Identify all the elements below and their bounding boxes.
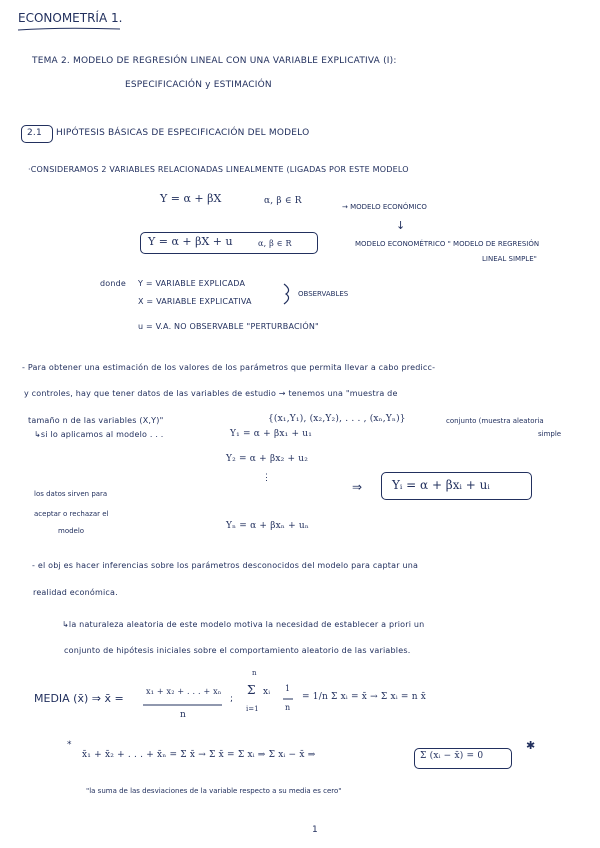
sum-sign: Σ: [247, 683, 256, 697]
down-arrow: ↓: [396, 219, 406, 232]
objective-line-2: realidad económica.: [33, 588, 118, 597]
title-underline: [18, 28, 120, 30]
sample-eq-1: Y₁ = α + βx₁ + u₁: [230, 429, 313, 439]
sample-label-2: simple: [538, 430, 562, 438]
deviation-result: Σ (xᵢ − x̄) = 0: [420, 751, 484, 761]
def-y: Y = VARIABLE EXPLICADA: [138, 279, 246, 288]
frac-one: 1: [285, 684, 291, 693]
section-number: 2.1: [27, 128, 42, 138]
sample-eq-dots: ⋮: [262, 473, 272, 483]
mean-numerator: x₁ + x₂ + . . . + xₙ: [146, 687, 222, 696]
sample-set: {(x₁,Y₁), (x₂,Y₂), . . . , (xₙ,Yₙ)}: [268, 414, 406, 424]
nature-line-2: conjunto de hipótesis iniciales sobre el comportamiento aleatorio de las variables.: [64, 646, 411, 655]
econometric-model-label-2: LINEAL SIMPLE": [482, 255, 537, 263]
page-number: 1: [312, 825, 318, 835]
data-note-1: los datos sirven para: [34, 490, 108, 498]
def-x: X = VARIABLE EXPLICATIVA: [138, 297, 252, 306]
estimation-line-3a: tamaño n de las variables (X,Y)": [28, 416, 164, 425]
apply-note: ↳si lo aplicamos al modelo . . .: [34, 430, 164, 439]
mean-separator: ;: [230, 694, 234, 704]
implies-arrow: ⇒: [352, 480, 363, 494]
where-label: donde: [100, 279, 127, 288]
data-note-3: modelo: [58, 527, 85, 535]
section-title: HIPÓTESIS BÁSICAS DE ESPECIFICACIÓN DEL MODELO: [56, 128, 310, 138]
sum-lower-limit: i=1: [246, 705, 259, 713]
mean-rest: = 1/n Σ xᵢ = x̄ → Σ xᵢ = n x̄: [302, 692, 427, 702]
star-mark: ✱: [526, 739, 536, 752]
topic-title: TEMA 2. MODELO DE REGRESIÓN LINEAL CON UNA VARIABLE EXPLICATIVA (I):: [32, 56, 397, 66]
sample-label: conjunto (muestra aleatoria: [446, 417, 544, 425]
topic-subtitle: ESPECIFICACIÓN y ESTIMACIÓN: [125, 80, 272, 90]
econometric-params: α, β ∈ R: [258, 239, 292, 248]
sum-upper-limit: n: [252, 669, 257, 677]
nature-line-1: ↳la naturaleza aleatoria de este modelo motiva la necesidad de establecer a priori un: [62, 620, 425, 629]
objective-line-1: - el obj es hacer inferencias sobre los parámetros desconocidos del modelo para captar una: [32, 561, 419, 570]
def-u: u = V.A. NO OBSERVABLE "PERTURBACIÓN": [138, 322, 319, 331]
observables-label: OBSERVABLES: [298, 290, 349, 298]
observables-brace: [284, 284, 289, 304]
mean-denominator: n: [180, 710, 186, 720]
deviation-chain: x̄₁ + x̄₂ + . . . + x̄ₙ = Σ x̄ → Σ x̄ = Σ xᵢ ⇒ Σ xᵢ − x̄ ⇒: [82, 750, 316, 760]
econometric-model-label: MODELO ECONOMÉTRICO " MODELO DE REGRESIÓN: [355, 240, 540, 248]
estimation-line-1: - Para obtener una estimación de los valores de los parámetros que permita llevar a cabo predicc-: [22, 363, 436, 372]
economic-equation: Y = α + βX: [160, 192, 222, 205]
deviation-quote: "la suma de las desviaciones de la variable respecto a su media es cero": [86, 787, 342, 795]
estimation-line-2: y controles, hay que tener datos de las variables de estudio → tenemos una "muestra de: [24, 389, 398, 398]
sum-term: xᵢ: [263, 687, 271, 697]
sample-eq-2: Y₂ = α + βx₂ + u₂: [226, 454, 309, 464]
intro-text: ·CONSIDERAMOS 2 VARIABLES RELACIONADAS LINEALMENTE (LIGADAS POR ESTE MODELO: [28, 165, 409, 174]
data-note-2: aceptar o rechazar el: [34, 510, 109, 518]
general-model-equation: Yᵢ = α + βxᵢ + uᵢ: [392, 478, 490, 492]
course-title: ECONOMETRÍA 1.: [18, 11, 123, 25]
mean-label: MEDIA (x̄) ⇒ x̄ =: [34, 692, 124, 705]
econometric-equation: Y = α + βX + u: [148, 235, 233, 248]
frac-n: n: [285, 703, 291, 712]
deviation-bullet: *: [67, 740, 72, 750]
sample-eq-n: Yₙ = α + βxₙ + uₙ: [226, 521, 309, 531]
economic-model-label: → MODELO ECONÓMICO: [342, 203, 427, 211]
economic-params: α, β ∈ R: [264, 196, 302, 206]
